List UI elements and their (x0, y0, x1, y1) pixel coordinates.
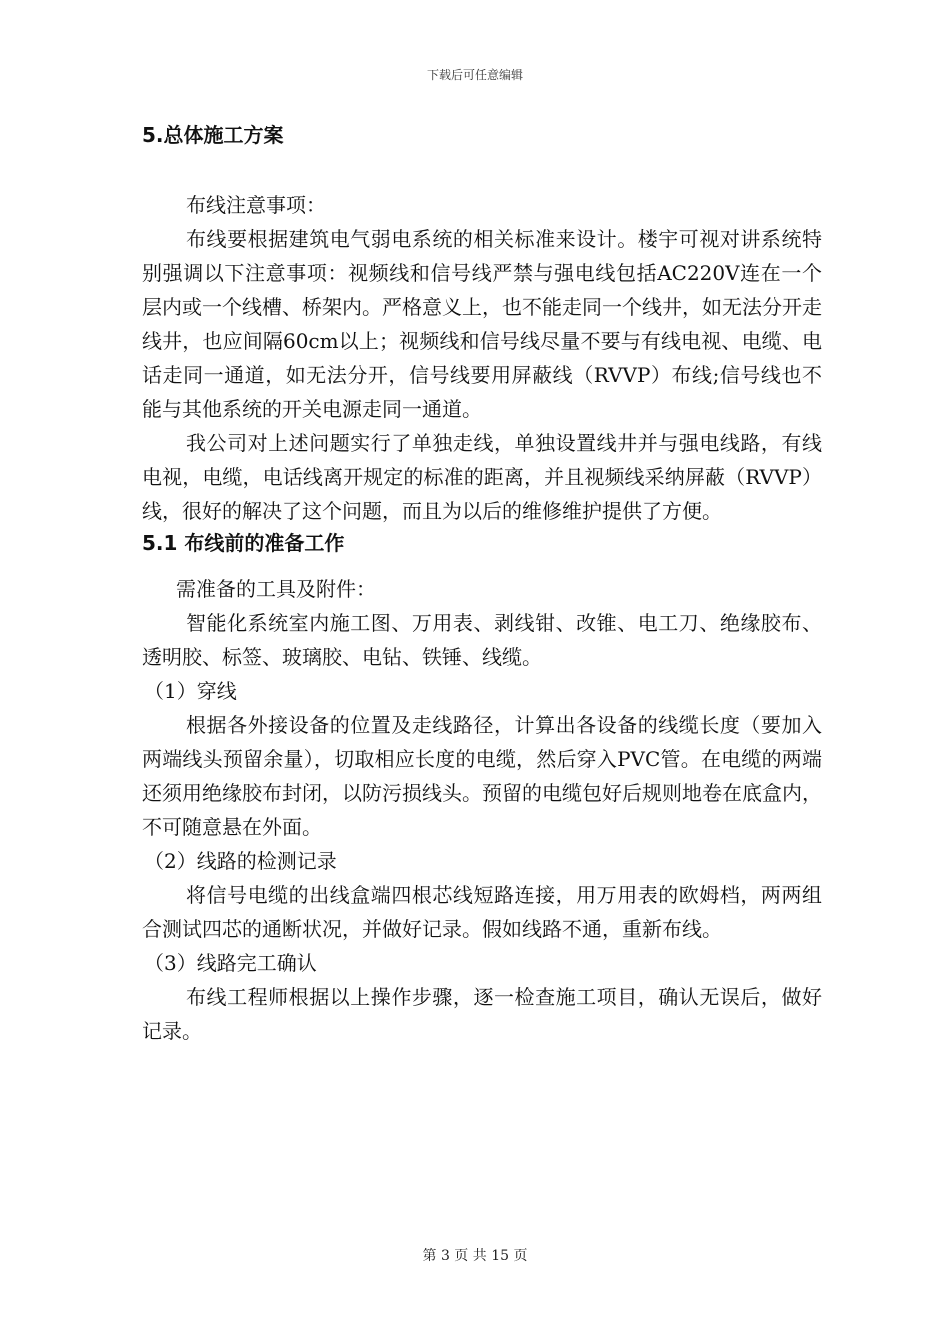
step-1-title: （1）穿线 (144, 679, 237, 703)
company-solution-paragraph: 我公司对上述问题实行了单独走线，单独设置线井并与强电线路，有线电视，电缆，电话线离开规定的标准的距离，并且视频线采纳屏蔽（RVVP）线，很好的解决了这个问题，而且为以后的维修维护提供了方便。 (142, 431, 822, 523)
step-2-title: （2）线路的检测记录 (144, 849, 337, 873)
page-number-footer: 第 3 页 共 15 页 (422, 1248, 528, 1264)
wiring-notes-paragraph: 布线要根据建筑电气弱电系统的相关标准来设计。楼宇可视对讲系统特别强调以下注意事项：视频线和信号线严禁与强电线包括AC220V连在一个层内或一个线槽、桥架内。严格意义上，也不能走同一个线井，如无法分开走线井，也应间隔60cm以上；视频线和信号线尽量不要与有线电视、电缆、电话走同一通道，如无法分开，信号线要用屏蔽线（RVVP）布线;信号线也不能与其他系统的开关电源走同一通道。 (142, 227, 822, 421)
step-1-paragraph: 根据各外接设备的位置及走线路径，计算出各设备的线缆长度（要加入两端线头预留余量），切取相应长度的电缆，然后穿入PVC管。在电缆的两端还须用绝缘胶布封闭，以防污损线头。预留的电缆包好后规则地卷在底盒内，不可随意悬在外面。 (142, 713, 822, 839)
page-header: 下载后可任意编辑 (426, 68, 523, 82)
notes-title: 布线注意事项： (186, 193, 326, 217)
section-5-1-title: 5.1 布线前的准备工作 (142, 531, 345, 555)
step-2-paragraph: 将信号电缆的出线盒端四根芯线短路连接，用万用表的欧姆档，两两组合测试四芯的通断状况，并做好记录。假如线路不通，重新布线。 (142, 883, 822, 941)
tools-list-paragraph: 智能化系统室内施工图、万用表、剥线钳、改锥、电工刀、绝缘胶布、透明胶、标签、玻璃胶、电钻、铁锤、线缆。 (142, 611, 822, 669)
step-3-paragraph: 布线工程师根据以上操作步骤，逐一检查施工项目，确认无误后，做好记录。 (142, 985, 822, 1043)
document-body (142, 120, 822, 1048)
step-3-title: （3）线路完工确认 (144, 951, 317, 975)
tools-title: 需准备的工具及附件： (176, 577, 376, 601)
section-5-title: 5.总体施工方案 (142, 123, 284, 147)
